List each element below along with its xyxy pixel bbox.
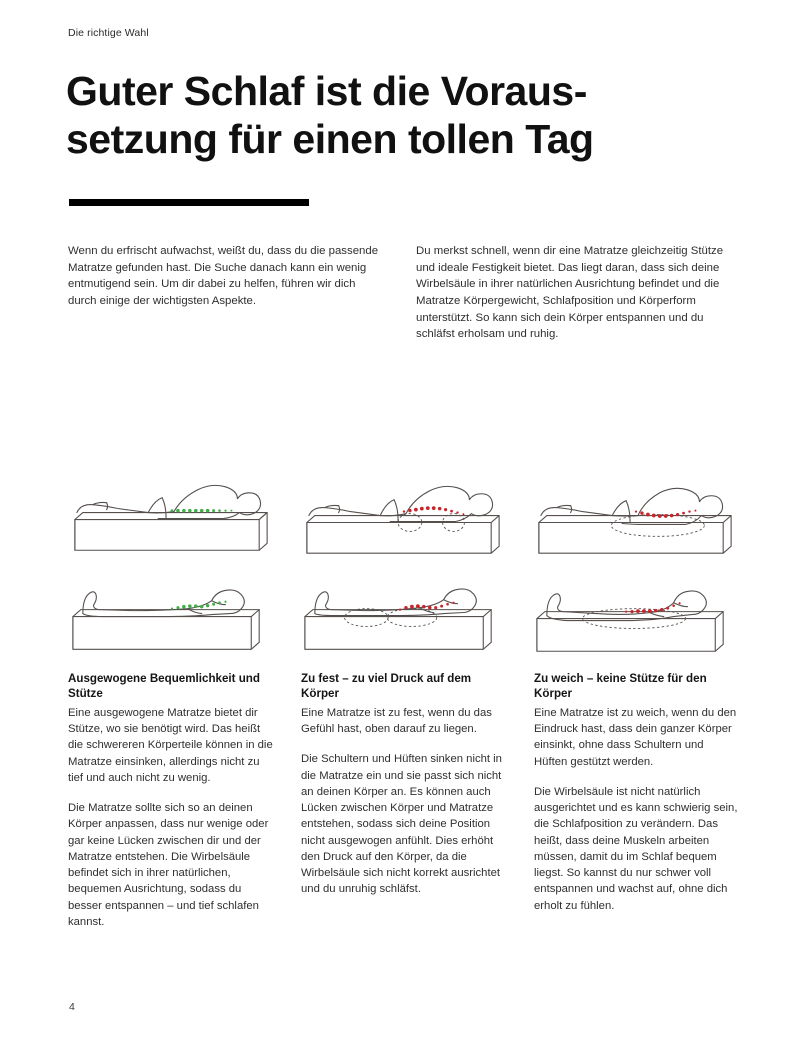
- illustration-grid: [63, 468, 745, 656]
- illustration-back-sleeper-too-firm: [295, 571, 513, 656]
- illustration-side-sleeper-too-firm: [295, 468, 513, 559]
- column-heading: Zu fest – zu viel Druck auf dem Körper: [301, 672, 472, 701]
- pressure-markers: [611, 515, 704, 537]
- intro-paragraph-right: Du merkst schnell, wenn dir eine Matratze gleichzeitig Stütze und ideale Festigkeit bietet. Das liegt daran, dass sich deine Wirbelsäule in ihrer natürlichen Ausrichtung befindet und die Matratze Körpergewicht, Schlafposition und Körperform unterstützt. So kann sich dein Körper entspannen und du schläfst erholsam und ruhig.: [416, 245, 724, 341]
- column-balanced: [68, 671, 273, 930]
- title-divider-rule: [69, 199, 309, 206]
- body-columns: [68, 671, 740, 930]
- column-paragraph: Eine ausgewogene Matratze bietet dir Stütze, wo sie benötigt wird. Das heißt die schwereren Körperteile können in die Matratze einsinken, allerdings nicht zu tief und auch nicht zu wenig.: [68, 706, 273, 784]
- page-title-line-2: setzung für einen tollen Tag: [66, 115, 594, 162]
- intro-columns: [68, 243, 732, 343]
- column-too-soft: [534, 671, 739, 930]
- illustration-back-sleeper-balanced: [63, 571, 281, 656]
- column-paragraph: Eine Matratze ist zu fest, wenn du das Gefühl hast, oben darauf zu liegen.: [301, 706, 492, 736]
- intro-paragraph-left: Wenn du erfrischt aufwachst, weißt du, dass du die passende Matratze gefunden hast. Die Suche danach kann ein wenig entmutigend sein. Um dir dabei zu helfen, führen wir dich durch einige der wichtigsten Aspekte.: [68, 245, 379, 307]
- column-paragraph: Die Schultern und Hüften sinken nicht in die Matratze ein und sie passt sich nicht an deinen Körper an. Es können auch Lücken zwischen Körper und Matratze entstehen, sodass sich deine Position nicht ausgewogen anfühlt. Dies erhöht den Druck auf den Körper, da die Wirbelsäule sich nicht korrekt ausrichtet und du unruhig schläfst.: [301, 753, 502, 896]
- page-number: 4: [69, 1001, 75, 1013]
- section-eyebrow: Die richtige Wahl: [68, 27, 149, 39]
- column-paragraph: Die Matratze sollte sich so an deinen Körper anpassen, dass nur wenige oder gar keine Lücken zwischen dir und der Matratze entstehen. Die Wirbelsäule befindet sich in ihrer natürlichen, bequemen Ausrichtung, sodass du besser entspannen – und tief schlafen kannst.: [68, 802, 269, 928]
- page-title-line-1: Guter Schlaf ist die Voraus-: [66, 68, 587, 114]
- spine-dots-green: [171, 601, 227, 610]
- column-too-firm: [301, 671, 506, 930]
- column-heading: Zu weich – keine Stütze für den Körper: [534, 672, 707, 701]
- illustration-side-sleeper-too-soft: [527, 468, 745, 559]
- column-paragraph: Die Wirbelsäule ist nicht natürlich ausgerichtet und es kann schwierig sein, die Schlafposition zu verändern. Das heißt, dass deine Muskeln arbeiten müssen, damit du im Schlaf bequem liegst. So kannst du nur schwer voll entspannen und wachst auf, ohne dich erholt zu fühlen.: [534, 785, 738, 912]
- column-paragraph: Eine Matratze ist zu weich, wenn du den Eindruck hast, dass dein ganzer Körper einsinkt, ohne dass Schultern und Hüften gestützt werden.: [534, 706, 737, 768]
- pressure-markers: [345, 609, 437, 627]
- page-title: [66, 68, 726, 163]
- illustration-back-sleeper-too-soft: [527, 571, 745, 656]
- illustration-side-sleeper-balanced: [63, 468, 281, 559]
- column-heading: Ausgewogene Bequemlichkeit und Stütze: [68, 672, 260, 701]
- spine-dots-green: [171, 509, 233, 513]
